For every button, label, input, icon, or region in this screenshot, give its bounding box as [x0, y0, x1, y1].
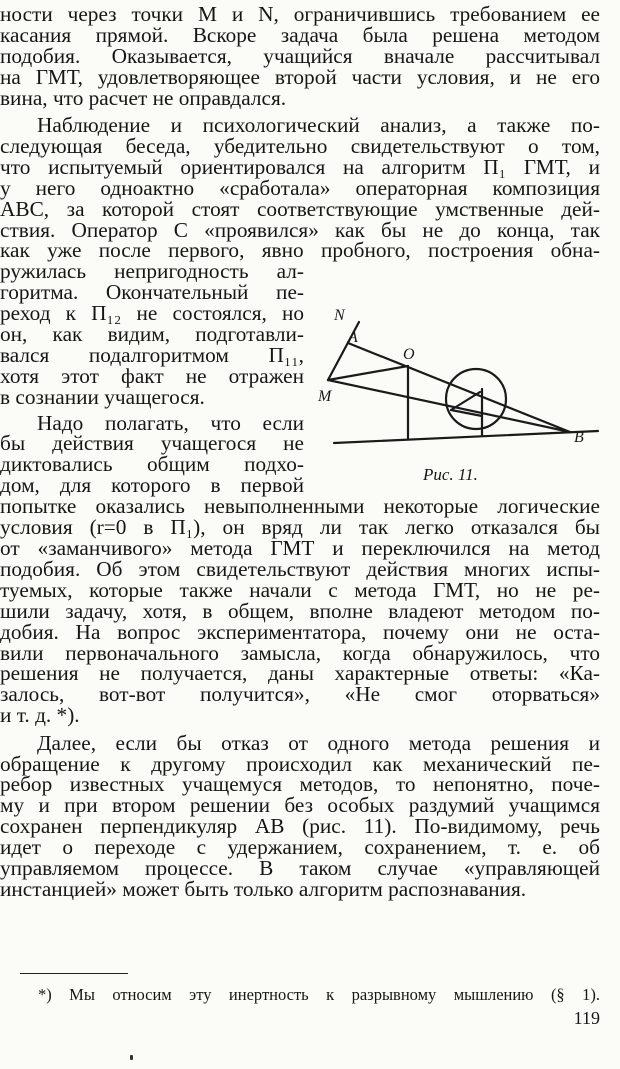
page-number: 119	[573, 1008, 600, 1028]
text-line: Наблюдение и психологический анализ, а также по-	[37, 113, 600, 137]
label-A: A	[348, 329, 358, 346]
text-line: Далее, если бы отказ от одного метода решения и	[37, 731, 600, 755]
text-line: шили задачу, хотя, в общем, вполне владеют методом по-	[0, 599, 600, 623]
text-line: ружилась непригодность ал-	[0, 259, 304, 283]
text-line: как уже после первого, явно пробного, построения обна-	[0, 238, 600, 262]
circle	[446, 369, 506, 429]
text-line: вили первоначального замысла, когда обнаружилось, что	[0, 641, 600, 665]
text-line: идет о переходе с удержанием, сохранением, т. е. об	[0, 835, 600, 859]
text-line: добия. На вопрос экспериментатора, почему они не оста-	[0, 620, 600, 644]
text-line: ABC, за которой стоят соответствующие умственные дей-	[0, 197, 600, 221]
text-line: на ГМТ, удовлетворяющее второй части условия, и не его	[0, 65, 600, 89]
text-line: попытке оказались невыполненными некоторые логические	[0, 494, 600, 518]
text-line: дом, для которого в первой	[0, 473, 304, 497]
text-line: реход к П₁₂ не состоялся, но	[0, 301, 304, 325]
text-line: и т. д. *).	[0, 703, 80, 727]
text-line: подобия. Об этом свидетельствуют действия многих испы-	[0, 557, 600, 581]
line-MO	[328, 366, 408, 380]
text-line: у него одноактно «сработала» операторная композиция	[0, 176, 600, 200]
text-line: залось, вот-вот получится», «Не смог оторваться»	[0, 682, 600, 706]
text-line: ствия. Оператор C «проявился» как бы не до конца, так	[0, 218, 600, 242]
text-line: горитма. Окончательный пе-	[0, 280, 304, 304]
text-line: бы действия учащегося не	[0, 431, 304, 455]
text-line: следующая беседа, убедительно свидетельствуют о том,	[0, 134, 600, 158]
text-line: инстанцией» может быть только алгоритм распознавания.	[0, 877, 527, 901]
text-line: от «заманчивого» метода ГМТ и переключился на метод	[0, 536, 600, 560]
text-line: хотя этот факт не отражен	[0, 364, 304, 388]
text-line: Надо полагать, что если	[37, 411, 304, 435]
label-B: B	[574, 429, 584, 446]
figure-caption: Рис. 11.	[423, 465, 478, 484]
print-speck	[130, 1055, 133, 1060]
text-line: вался подалгоритмом П₁₁,	[0, 343, 304, 367]
label-M: M	[318, 388, 332, 405]
text-line: подобия. Оказывается, учащийся вначале рассчитывал	[0, 44, 600, 68]
label-N: N	[334, 307, 345, 324]
segment-inner	[451, 392, 480, 410]
text-line: он, как видим, подготавли-	[0, 322, 304, 346]
text-line: сохранен перпендикуляр AB (рис. 11). По-видимому, речь	[0, 814, 600, 838]
text-line: решения не получается, даны характерные ответы: «Ка-	[0, 661, 600, 685]
text-line: в сознании учащегося.	[0, 385, 205, 409]
label-O: O	[403, 346, 415, 363]
text-line: условия (r=0 в П₁), он вряд ли так легко отказался бы	[0, 515, 600, 539]
text-line: ребор известных учащемуся методов, то непонятно, поче-	[0, 772, 600, 796]
text-line: диктовались общим подхо-	[0, 452, 304, 476]
text-line: что испытуемый ориентировался на алгоритм П₁ ГМТ, и	[0, 155, 600, 179]
text-line: вина, что расчет не оправдался.	[0, 86, 287, 110]
footnote-rule	[20, 973, 128, 974]
text-line: управляемом процессе. В таком случае «управляющей	[0, 856, 600, 880]
baseline-line	[334, 431, 598, 443]
footnote: *) Мы относим эту инертность к разрывному мышлению (§ 1).	[38, 985, 600, 1004]
text-line: обращение к другому происходил как механический пе-	[0, 752, 600, 776]
text-line: туемых, которые также начали с метода ГМТ, но не ре-	[0, 578, 600, 602]
text-line: ности через точки M и N, ограничившись требованием ее	[0, 2, 600, 26]
text-line: касания прямой. Вскоре задача была решена методом	[0, 23, 600, 47]
text-line: му и при втором решении без особых раздумий учащимся	[0, 793, 600, 817]
line-AB	[348, 343, 570, 432]
